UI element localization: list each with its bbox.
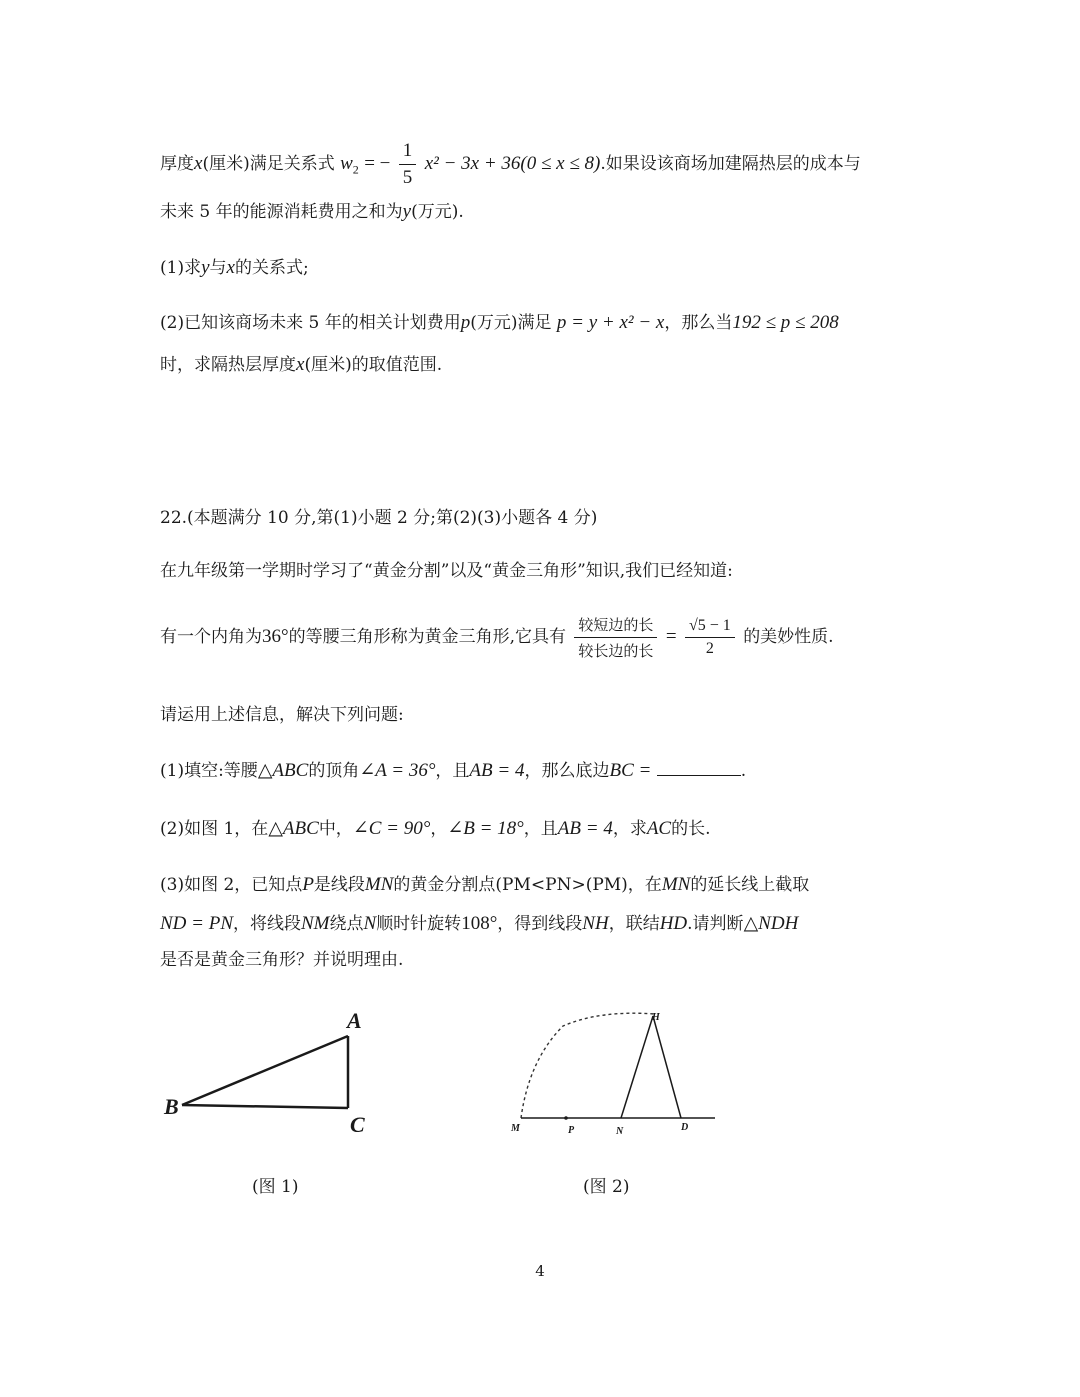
q21-line-1 [160, 140, 861, 189]
equation-nd-pn: ND = PN [160, 913, 233, 934]
rotation-arc [521, 1013, 655, 1118]
text: 的长. [671, 819, 711, 839]
text: .请判断 [687, 914, 744, 934]
text: 是否是黄金三角形？并说明理由. [160, 950, 404, 970]
inequality: 192 ≤ p ≤ 208 [732, 312, 839, 333]
label-d: D [681, 1122, 689, 1133]
segment-hd: HD [659, 913, 688, 934]
text: 与 [209, 258, 227, 278]
text: 时，求隔热层厚度 [160, 355, 296, 375]
formula: p = y + x² − x [556, 312, 665, 333]
var-x: x [194, 153, 203, 174]
text: (1)填空:等腰 [160, 761, 258, 781]
ratio-fraction [574, 614, 657, 661]
text: ，且 [523, 819, 558, 839]
text: 的黄金分割点(PM<PN>(PM)，在 [393, 875, 662, 895]
q21-part-1 [160, 253, 309, 279]
triangle-abc: △ABC [257, 760, 309, 781]
text: (万元)满足 [470, 313, 552, 333]
segment-hd [653, 1016, 681, 1118]
q21-line-2 [160, 197, 464, 223]
label-c: C [350, 1112, 365, 1137]
text: 的延长线上截取 [690, 875, 810, 895]
q22-golden-property [160, 614, 834, 661]
golden-ratio-fraction [685, 617, 735, 658]
q22-part-1 [160, 756, 746, 782]
label-p: P [568, 1125, 575, 1136]
text: 绕点 [329, 914, 364, 934]
var-y: y [201, 257, 210, 278]
text: 的美妙性质. [743, 627, 834, 647]
segment-nm: NM [301, 913, 330, 934]
point-p-dot [564, 1116, 568, 1120]
text: 的顶角 [308, 761, 360, 781]
fraction-denominator: 较长边的长 [578, 642, 654, 660]
text: ， [430, 819, 448, 839]
page-number: 4 [535, 1262, 545, 1280]
fraction-denominator: 2 [705, 640, 714, 657]
segment-ba [182, 1036, 348, 1105]
text: ，且 [435, 761, 470, 781]
text: 顺时针旋转 [376, 914, 462, 934]
fraction-denominator: 5 [402, 167, 413, 188]
q22-part-3-line-2 [160, 909, 798, 935]
label-n: N [616, 1126, 624, 1137]
text: (万元). [411, 202, 464, 222]
var-x: x [226, 257, 235, 278]
fraction-numerator: 1 [399, 140, 417, 165]
q22-header [160, 503, 597, 528]
text: (2)已知该商场未来 5 年的相关计划费用 [160, 313, 461, 333]
var-x: x [296, 354, 305, 375]
text: (3)如图 2，已知点 [160, 875, 303, 895]
equals-minus: = − [364, 153, 391, 174]
text: ，将线段 [233, 914, 301, 934]
formula-rest: x² − 3x + 36(0 ≤ x ≤ 8) [424, 153, 601, 174]
length-bc: BC = [609, 760, 652, 781]
fraction-numerator: 较短边的长 [574, 614, 657, 638]
subscript: 2 [352, 162, 359, 177]
var-y: y [402, 201, 412, 222]
answer-blank[interactable] [657, 759, 741, 776]
fraction-one-fifth [399, 140, 417, 189]
text: 的等腰三角形称为黄金三角形,它具有 [288, 627, 567, 647]
text: 22.(本题满分 10 分,第(1)小题 2 分;第(2)(3)小题各 4 分) [160, 508, 598, 528]
point-n: N [363, 913, 377, 934]
text: 的关系式; [234, 258, 309, 278]
length-ab: AB = 4 [557, 818, 613, 839]
equals: = [665, 626, 677, 647]
segment-nh [621, 1016, 653, 1118]
figure-1-diagram [160, 1000, 380, 1150]
text: .如果设该商场加建隔热层的成本与 [600, 154, 861, 174]
segment-ac: AC [646, 818, 672, 839]
text: . [740, 761, 747, 781]
q21-part-2-line-1 [160, 308, 839, 334]
q22-instruction [160, 700, 404, 725]
text: 厚度 [160, 154, 194, 174]
figure-2-diagram [505, 1000, 725, 1150]
segment-mn: MN [364, 874, 394, 895]
q22-part-3-line-3 [160, 945, 403, 970]
text: 未来 5 年的能源消耗费用之和为 [160, 202, 403, 222]
q21-part-2-line-2 [160, 350, 442, 376]
text: 在九年级第一学期时学习了“黄金分割”以及“黄金三角形”知识,我们已经知道: [160, 561, 733, 581]
var-p: p [460, 312, 471, 333]
angle-value: 108° [461, 913, 498, 934]
length-ab: AB = 4 [469, 760, 525, 781]
label-a: A [347, 1008, 362, 1033]
angle-a: ∠A = 36° [359, 760, 436, 781]
text: 是线段 [313, 875, 365, 895]
text: (厘米)的取值范围. [304, 355, 443, 375]
text: ，联结 [608, 914, 660, 934]
label-h: H [652, 1012, 660, 1023]
segment-bc [182, 1105, 348, 1108]
segment-nh: NH [582, 913, 609, 934]
point-p: P [302, 874, 314, 895]
q22-part-3-line-1 [160, 870, 809, 896]
triangle-ndh: △NDH [743, 913, 799, 934]
q22-intro [160, 556, 733, 581]
text: ，求 [612, 819, 647, 839]
text: 有一个内角为 [160, 627, 262, 647]
triangle-abc: △ABC [268, 818, 319, 839]
figure-2-caption: (图 2) [583, 1177, 630, 1197]
angle-c: ∠C = 90° [352, 818, 431, 839]
text: ，得到线段 [497, 914, 583, 934]
text: ，那么当 [664, 313, 733, 333]
text: (厘米)满足关系式 [202, 154, 335, 174]
var-w: w [340, 153, 353, 174]
segment-mn: MN [661, 874, 691, 895]
text: 中， [318, 819, 353, 839]
figure-1-caption: (图 1) [252, 1177, 299, 1197]
fraction-numerator: √5 − 1 [685, 617, 735, 638]
text: ，那么底边 [524, 761, 610, 781]
label-b: B [164, 1094, 179, 1119]
text: (1)求 [160, 258, 202, 278]
angle-value: 36° [262, 626, 289, 647]
q22-part-2 [160, 814, 711, 840]
label-m: M [511, 1123, 520, 1134]
text: 请运用上述信息，解决下列问题: [160, 705, 404, 725]
text: (2)如图 1，在 [160, 819, 269, 839]
angle-b: ∠B = 18° [447, 818, 524, 839]
